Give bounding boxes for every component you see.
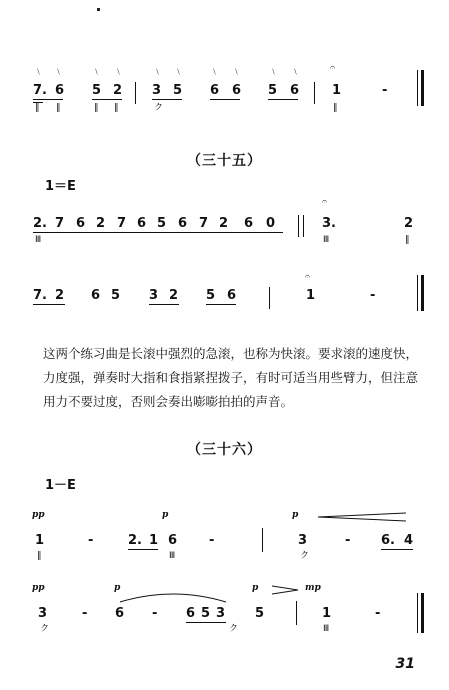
underline [33,232,283,233]
note: - [209,533,215,548]
note: 2 [219,216,229,231]
underline [33,304,65,305]
score-line-2 [0,198,449,248]
dynamic-mark: p [162,510,169,520]
note: 2 [55,288,65,303]
roll-mark: ﹨ [34,67,44,77]
dynamic-mark: mp [305,583,321,593]
key-signature: 1－E [45,478,76,493]
note: 7 [55,216,65,231]
underline [149,304,179,305]
fermata-mark: 𝄐 [305,272,311,282]
page-number: 31 [395,656,415,672]
note: 6 [178,216,188,231]
roll-mark: ﹨ [153,67,163,77]
slur [118,590,228,604]
underline [92,99,122,100]
note: 6 [244,216,254,231]
dynamic-mark: p [252,583,259,593]
note: 3 [152,83,162,98]
roll-mark: ﹨ [291,67,301,77]
note: 5 [201,606,211,621]
note: 3 [38,606,48,621]
barline [417,593,418,633]
note: 6 [55,83,65,98]
score-line-1 [0,63,449,118]
fermata-mark: 𝄐 [322,197,328,207]
note: 3 [216,606,226,621]
score-line-3 [0,273,449,323]
note: 3. [322,216,336,231]
underline [210,99,240,100]
finger-mark: ‖ [37,551,42,561]
roll-mark: ﹨ [232,67,242,77]
underline [128,549,158,550]
header-dot [97,8,100,11]
note: 6 [186,606,196,621]
roll-mark: ﹨ [54,67,64,77]
barline [417,275,418,311]
note: 1 [35,533,45,548]
finger-mark: ‖ [333,103,338,113]
finger-mark: ク [154,103,164,113]
note: 6 [232,83,242,98]
section-title: （三十五） [187,153,262,169]
note: 2 [96,216,106,231]
dynamic-mark: pp [32,583,45,593]
note: 5 [206,288,216,303]
finger-mark: Ⅲ [35,235,42,245]
note: - [345,533,351,548]
finger-mark: ‖ [94,103,99,113]
barline [303,215,304,237]
barline [296,601,297,625]
decrescendo-hairpin [272,585,300,595]
finger-mark: ク [300,551,310,561]
note: 2 [113,83,123,98]
note: 6 [168,533,178,548]
underline [206,304,236,305]
note: 7 [117,216,127,231]
note: 3 [298,533,308,548]
barline [314,82,315,104]
dynamic-mark: p [292,510,299,520]
note: 5 [173,83,183,98]
underline [152,99,182,100]
note: 1 [149,533,159,548]
score-line-4 [0,510,449,565]
note: 1 [306,288,316,303]
roll-mark: ﹨ [174,67,184,77]
note: - [375,606,381,621]
final-barline [421,275,424,311]
roll-mark: ﹨ [92,67,102,77]
note: 1 [332,83,342,98]
finger-mark: ‖ [56,103,61,113]
score-line-5 [0,583,449,638]
section-title: （三十六） [187,442,262,458]
note: 6. [381,533,395,548]
finger-mark: ク [229,624,239,634]
note: 1 [322,606,332,621]
barline [135,82,136,104]
barline [262,528,263,552]
finger-mark: ‖ [114,103,119,113]
note: 2 [169,288,179,303]
dynamic-mark: pp [32,510,45,520]
underline [268,99,298,100]
note: 5 [157,216,167,231]
barline [298,215,299,237]
note: - [82,606,88,621]
note: 6 [76,216,86,231]
finger-mark: Ⅲ [169,551,176,561]
final-barline [421,70,424,106]
finger-mark: Ⅲ [323,624,330,634]
note: - [382,83,388,98]
note: 5 [92,83,102,98]
note: - [370,288,376,303]
note: 7. [33,288,47,303]
finger-mark: ク [40,624,50,634]
finger-mark: ‖ [405,235,410,245]
note: 6 [115,606,125,621]
roll-mark: ﹨ [269,67,279,77]
final-barline [421,593,424,633]
underline [33,99,63,100]
crescendo-hairpin [318,512,408,522]
note: 5 [111,288,121,303]
fermata-mark: 𝄐 [330,63,336,73]
barline [417,70,418,106]
note: 2. [128,533,142,548]
note: 5 [255,606,265,621]
note: 7. [33,83,47,98]
barline [269,287,270,309]
note: 3 [149,288,159,303]
description-paragraph: 这两个练习曲是长滚中强烈的急滚，也称为快滚。要求滚的速度快，力度强，弹奏时大指和食指紧捏拨子，有时可适当用些臂力，但注意用力不要过度，否则会奏出嘭嘭拍拍的声音。 [43,346,419,409]
note: - [88,533,94,548]
note: - [152,606,158,621]
note: 2 [404,216,414,231]
key-signature: 1＝E [45,179,76,194]
finger-mark: Ⅲ [323,235,330,245]
roll-mark: ﹨ [210,67,220,77]
note: 6 [227,288,237,303]
underline [381,549,413,550]
note: 4 [404,533,414,548]
note: 7 [199,216,209,231]
finger-mark: ‖ [35,103,40,113]
roll-mark: ﹨ [114,67,124,77]
underline [186,622,226,623]
note: 2. [33,216,47,231]
note: 6 [91,288,101,303]
note: 0 [266,216,276,231]
note: 6 [210,83,220,98]
dynamic-mark: p [114,583,121,593]
note: 6 [137,216,147,231]
note: 5 [268,83,278,98]
note: 6 [290,83,300,98]
